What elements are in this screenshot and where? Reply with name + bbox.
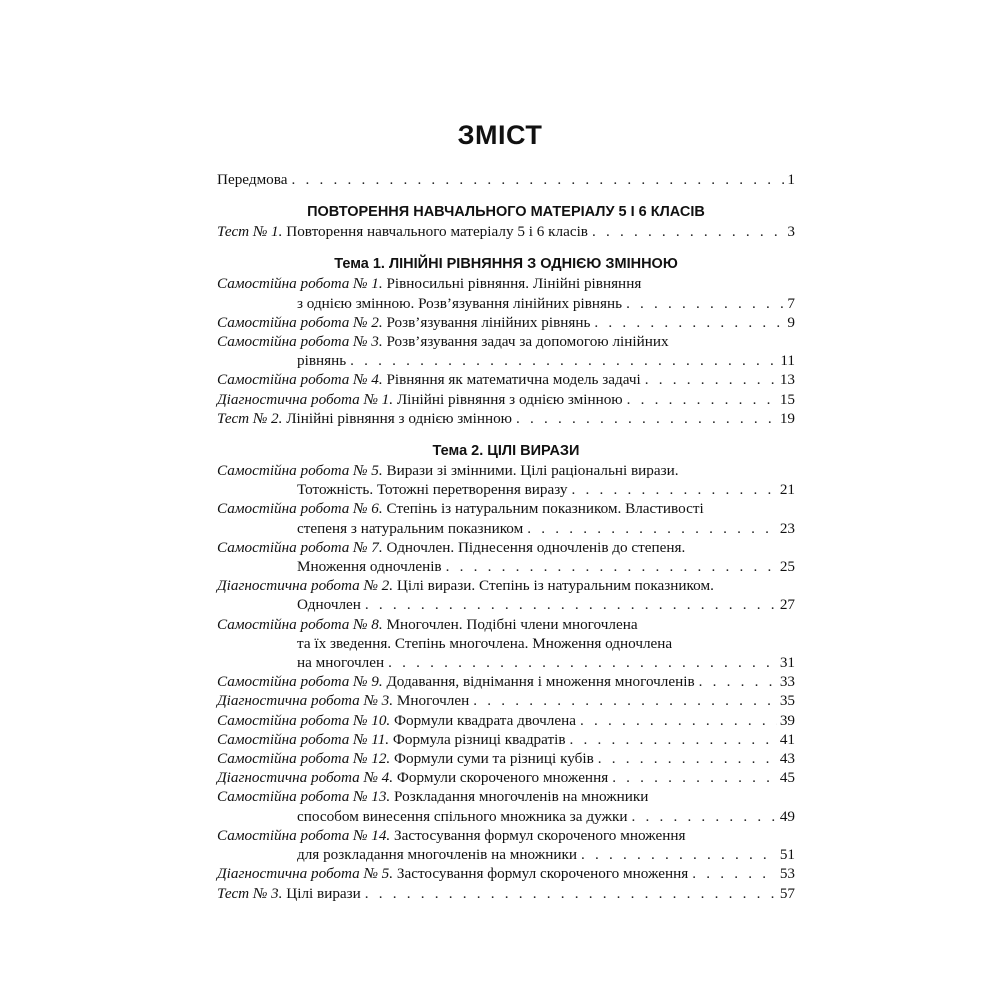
toc-entry-kind: Самостійна робота № 9.: [217, 673, 383, 691]
toc-entry-first-line: [217, 332, 795, 351]
toc-entry-title: Цілі вирази: [286, 884, 361, 902]
toc-entry-kind: Самостійна робота № 5.: [217, 462, 383, 480]
toc-entry: [217, 461, 795, 499]
toc-entry-title: Формули квадрата двочлена: [394, 711, 576, 729]
section-heading: Тема 2. ЦІЛІ ВИРАЗИ: [432, 443, 580, 460]
toc-page-number: 1: [787, 171, 795, 188]
toc-entry-continuation: способом винесення спільного множника за дужки: [297, 807, 628, 825]
toc-entry-title: Рівняння як математична модель задачі: [386, 371, 641, 389]
toc-entry-last-line: [217, 351, 795, 370]
toc-entry-first-line: [217, 313, 795, 332]
toc-entry-kind: Тест № 3.: [217, 884, 283, 902]
toc-entry-label: [217, 222, 588, 241]
toc-entry-continuation: Множення одночленів: [297, 558, 442, 576]
toc-entry-kind: Самостійна робота № 6.: [217, 500, 383, 518]
toc-page-number: 51: [779, 846, 795, 864]
toc-entry: [217, 768, 795, 787]
toc-entry-label: [217, 730, 566, 749]
toc-entry-last-line: [217, 845, 795, 864]
toc-entry-kind: Самостійна робота № 4.: [217, 371, 383, 389]
toc-entry: [217, 538, 795, 576]
dot-leader: [581, 845, 777, 864]
toc-page-number: 3: [787, 223, 795, 241]
toc-page-number: 41: [779, 730, 795, 748]
dot-leader: [626, 294, 784, 313]
toc-entry-title: Застосування формул скороченого множення: [394, 826, 686, 844]
toc-entry: [217, 884, 795, 903]
dot-leader: [592, 222, 784, 241]
toc-entry-title: Повторення навчального матеріалу 5 і 6 класів: [286, 223, 588, 241]
section-heading: Тема 1. ЛІНІЙНІ РІВНЯННЯ З ОДНІЄЮ ЗМІННОЮ: [334, 256, 678, 273]
toc-page-number: 27: [779, 596, 795, 614]
toc-entry-title: Лінійні рівняння з однією змінною: [396, 390, 623, 408]
dot-leader: [516, 409, 777, 428]
toc-entry-first-line: [217, 390, 795, 409]
dot-leader: [473, 691, 777, 710]
dot-leader: [645, 370, 777, 389]
section-entries: [217, 222, 795, 241]
toc-entry-continuation: та їх зведення. Степінь многочлена. Множення одночлена: [297, 634, 673, 652]
toc-entry-title: Формули суми та різниці кубів: [394, 750, 594, 768]
toc-entry-last-line: [217, 294, 795, 313]
toc-entry: [217, 672, 795, 691]
toc-entry-first-line: [217, 768, 795, 787]
toc-entry: [217, 409, 795, 428]
toc-entry: [217, 787, 795, 825]
toc-entry-label: Передмова: [217, 171, 288, 188]
toc-entry-preface: [217, 170, 795, 189]
toc-entry-first-line: [217, 672, 795, 691]
toc-entry-continuation: на многочлен: [297, 654, 385, 672]
toc-entry-continuation: степеня з натуральним показником: [297, 519, 524, 537]
toc-page-number: 23: [779, 519, 795, 537]
toc-entry: [217, 864, 795, 883]
dot-leader: [580, 711, 777, 730]
toc-page-number: 57: [779, 884, 795, 902]
toc-entry-continuation: рівнянь: [297, 352, 347, 370]
toc-entry-first-line: [217, 274, 795, 293]
toc-page-number: 25: [779, 558, 795, 576]
dot-leader: [446, 557, 777, 576]
toc-entry-kind: Діагностична робота № 2.: [217, 577, 394, 595]
dot-leader: [365, 595, 777, 614]
toc-entry: [217, 222, 795, 241]
toc-entry-label: [217, 672, 695, 691]
toc-entry-first-line: [217, 461, 795, 480]
toc-entry-last-line: [217, 653, 795, 672]
dot-leader: [365, 884, 777, 903]
toc-entry-first-line: [217, 499, 795, 518]
toc-entry-continuation: Одночлен: [297, 596, 361, 614]
toc-entry-title: Вирази зі змінними. Цілі раціональні вирази.: [386, 462, 679, 480]
toc-entry-kind: Самостійна робота № 3.: [217, 333, 383, 351]
toc-entry-first-line: [217, 576, 795, 595]
toc-page-number: 21: [779, 481, 795, 499]
toc-entry-first-line: [217, 615, 795, 634]
toc-page-number: 31: [779, 654, 795, 672]
toc-entry-last-line: [217, 595, 795, 614]
toc-page-number: 35: [779, 692, 795, 710]
toc-entry-kind: Самостійна робота № 12.: [217, 750, 391, 768]
toc-entry-first-line: [217, 826, 795, 845]
toc-entry-kind: Тест № 2.: [217, 409, 283, 427]
dot-leader: [598, 749, 777, 768]
toc-entry-kind: Самостійна робота № 2.: [217, 313, 383, 331]
toc-entry-continuation: з однією змінною. Розв’язування лінійних рівнянь: [297, 294, 623, 312]
toc-entry-last-line: [217, 807, 795, 826]
toc-entry-first-line: [217, 749, 795, 768]
toc-entry: [217, 390, 795, 409]
toc-entry-label: [217, 768, 608, 787]
dot-leader: [627, 390, 777, 409]
toc-entry-first-line: [217, 730, 795, 749]
toc-entry-kind: Діагностична робота № 1.: [217, 390, 394, 408]
toc-entry-kind: Самостійна робота № 11.: [217, 730, 390, 748]
toc-entry: [217, 313, 795, 332]
toc-entry-title: Степінь із натуральним показником. Властивості: [386, 500, 704, 518]
toc-entry-title: Одночлен. Піднесення одночленів до степеня.: [386, 538, 686, 556]
toc-entry-title: Многочлен: [396, 692, 470, 710]
toc-page-number: 53: [779, 865, 795, 883]
toc-page-number: 15: [779, 390, 795, 408]
toc-entry-label: [217, 313, 590, 332]
toc-entry-label: [217, 390, 623, 409]
dot-leader: [612, 768, 777, 787]
dot-leader: [692, 864, 777, 883]
toc-entry-title: Цілі вирази. Степінь із натуральним показником.: [396, 577, 714, 595]
toc-page-number: 39: [779, 711, 795, 729]
toc-entry-label: [217, 370, 641, 389]
toc-entry-last-line: [217, 480, 795, 499]
dot-leader: [388, 653, 777, 672]
toc-entry-first-line: [217, 884, 795, 903]
toc-entry-kind: Діагностична робота № 3.: [217, 692, 394, 710]
toc-entry-title: Формули скороченого множення: [396, 769, 609, 787]
toc-entry: [217, 711, 795, 730]
toc-entry-first-line: [217, 711, 795, 730]
toc-page-number: 19: [779, 409, 795, 427]
toc-entry-label: [217, 864, 688, 883]
toc-entry-first-line: [217, 787, 795, 806]
toc-entry-first-line: [217, 222, 795, 241]
dot-leader: [594, 313, 784, 332]
toc-entry: [217, 274, 795, 312]
section-entries: [217, 274, 795, 428]
toc-entry: [217, 749, 795, 768]
toc-page-number: 33: [779, 673, 795, 691]
toc-entry: [217, 499, 795, 537]
toc-entry-kind: Діагностична робота № 5.: [217, 865, 394, 883]
toc-entry-label: [217, 691, 469, 710]
toc-entry-label: [217, 884, 361, 903]
toc-page-number: 9: [787, 313, 795, 331]
toc-entry-title: Розкладання многочленів на множники: [394, 788, 649, 806]
toc-entry-kind: Самостійна робота № 7.: [217, 538, 383, 556]
dot-leader: [631, 807, 776, 826]
toc-entry-title: Розв’язування лінійних рівнянь: [386, 313, 591, 331]
toc-entry-label: [217, 711, 576, 730]
toc-entry-label: [217, 749, 594, 768]
toc-entry: [217, 332, 795, 370]
toc-entry: [217, 691, 795, 710]
toc-page-number: 49: [779, 807, 795, 825]
toc-entry-title: Застосування формул скороченого множення: [396, 865, 689, 883]
toc-entry-first-line: [217, 691, 795, 710]
toc-entry-kind: Самостійна робота № 13.: [217, 788, 391, 806]
toc-entry-title: Додавання, віднімання і множення многочленів: [386, 673, 695, 691]
toc-entry-title: Розв’язування задач за допомогою лінійних: [386, 333, 669, 351]
toc-entry-kind: Самостійна робота № 10.: [217, 711, 391, 729]
page-title: ЗМІСТ: [457, 120, 543, 150]
table-of-contents: [217, 170, 795, 903]
toc-page-number: 11: [780, 352, 795, 370]
toc-entry-continuation: для розкладання многочленів на множники: [297, 846, 578, 864]
toc-entry-first-line: [217, 370, 795, 389]
toc-entry: [217, 615, 795, 673]
dot-leader: [292, 170, 785, 189]
toc-entry-last-line: [217, 557, 795, 576]
dot-leader: [699, 672, 777, 691]
toc-entry-title: Рівносильні рівняння. Лінійні рівняння: [386, 275, 642, 293]
toc-entry-first-line: [217, 538, 795, 557]
toc-entry: [217, 730, 795, 749]
section-entries: [217, 461, 795, 903]
toc-page-number: 13: [779, 371, 795, 389]
dot-leader: [570, 730, 777, 749]
toc-entry-kind: Тест № 1.: [217, 223, 283, 241]
toc-entry-kind: Самостійна робота № 14.: [217, 826, 391, 844]
toc-entry-continuation: Тотожність. Тотожні перетворення виразу: [297, 481, 568, 499]
toc-entry-first-line: [217, 409, 795, 428]
dot-leader: [527, 519, 777, 538]
toc-entry-kind: Діагностична робота № 4.: [217, 769, 394, 787]
section-heading: ПОВТОРЕННЯ НАВЧАЛЬНОГО МАТЕРІАЛУ 5 І 6 КЛАСІВ: [307, 204, 705, 221]
toc-entry: [217, 370, 795, 389]
dot-leader: [350, 351, 777, 370]
toc-entry: [217, 826, 795, 864]
toc-entry-title: Формула різниці квадратів: [392, 730, 566, 748]
toc-entry: [217, 576, 795, 614]
toc-page-number: 43: [779, 750, 795, 768]
toc-entry-kind: Самостійна робота № 1.: [217, 275, 383, 293]
toc-page-number: 7: [787, 294, 795, 312]
toc-entry-title: Лінійні рівняння з однією змінною: [286, 409, 513, 427]
toc-entry-kind: Самостійна робота № 8.: [217, 615, 383, 633]
toc-entry-title: Многочлен. Подібні члени многочлена: [386, 615, 638, 633]
toc-page-number: 45: [779, 769, 795, 787]
dot-leader: [572, 480, 777, 499]
toc-entry-first-line: [217, 864, 795, 883]
toc-entry-last-line: [217, 519, 795, 538]
toc-entry-label: [217, 409, 512, 428]
